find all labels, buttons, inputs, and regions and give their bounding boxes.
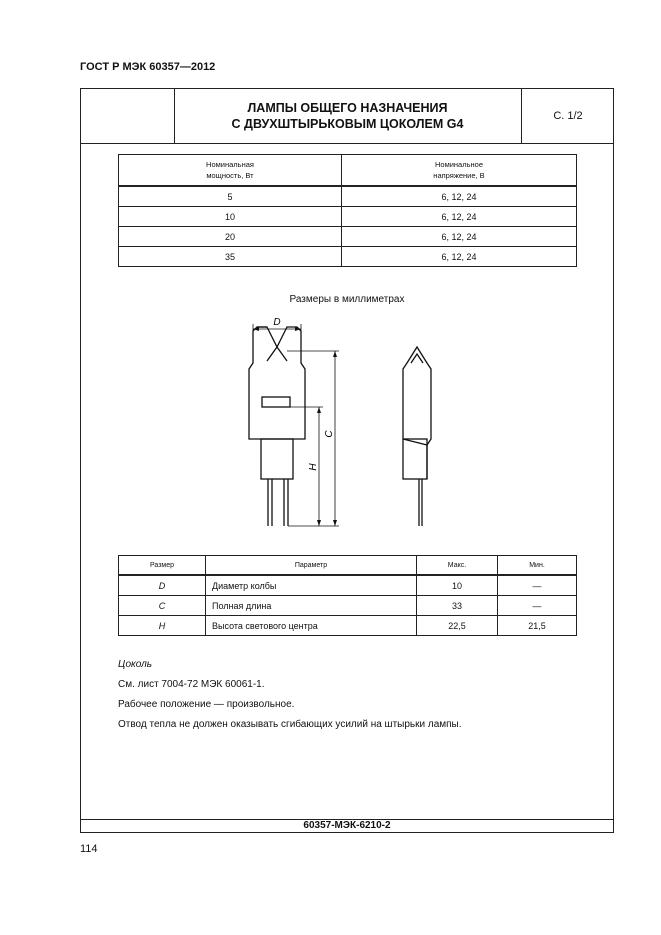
sheet-number: С. 1/2 bbox=[521, 89, 614, 143]
label-c: C bbox=[324, 430, 335, 438]
title-line-1: ЛАМПЫ ОБЩЕГО НАЗНАЧЕНИЯ bbox=[247, 101, 448, 115]
size-header: Размер bbox=[119, 556, 206, 576]
max-header: Макс. bbox=[417, 556, 498, 576]
title-line-2: С ДВУХШТЫРЬКОВЫМ ЦОКОЛЕМ G4 bbox=[231, 117, 464, 131]
param-cell: Диаметр колбы bbox=[206, 575, 417, 596]
min-header: Мин. bbox=[498, 556, 577, 576]
size-cell: C bbox=[119, 596, 206, 616]
page-number: 114 bbox=[80, 843, 98, 855]
voltage-cell: 6, 12, 24 bbox=[342, 247, 577, 267]
note-line: Рабочее положение — произвольное. bbox=[118, 699, 295, 710]
power-header-line1: Номинальная bbox=[206, 160, 254, 169]
max-cell: 33 bbox=[417, 596, 498, 616]
max-cell: 10 bbox=[417, 575, 498, 596]
document-code: ГОСТ Р МЭК 60357—2012 bbox=[80, 61, 216, 73]
voltage-header-line2: напряжение, В bbox=[433, 171, 485, 180]
dimensions-table bbox=[118, 555, 577, 636]
label-d: D bbox=[273, 317, 281, 328]
power-cell: 20 bbox=[119, 227, 342, 247]
voltage-cell: 6, 12, 24 bbox=[342, 227, 577, 247]
note-line: См. лист 7004-72 МЭК 60061-1. bbox=[118, 679, 265, 690]
notes-heading: Цоколь bbox=[118, 659, 153, 670]
lamp-base bbox=[261, 439, 293, 479]
label-h: H bbox=[308, 463, 319, 471]
sheet-footer-code: 60357-МЭК-6210-2 bbox=[81, 819, 613, 832]
power-cell: 35 bbox=[119, 247, 342, 267]
note-line: Отвод тепла не должен оказывать сгибающих усилий на штырьки лампы. bbox=[118, 719, 462, 730]
table-row bbox=[119, 575, 577, 596]
max-cell: 22,5 bbox=[417, 616, 498, 636]
lamp-drawing bbox=[81, 89, 613, 539]
size-cell: H bbox=[119, 616, 206, 636]
lamp-front-view bbox=[249, 327, 305, 526]
filament bbox=[262, 397, 290, 407]
table-row bbox=[119, 596, 577, 616]
notes-block bbox=[118, 655, 462, 735]
power-header-line2: мощность, Вт bbox=[206, 171, 254, 180]
min-cell: — bbox=[498, 575, 577, 596]
power-cell: 5 bbox=[119, 186, 342, 207]
min-cell: — bbox=[498, 596, 577, 616]
drawing-caption: Размеры в миллиметрах bbox=[289, 294, 405, 305]
param-header: Параметр bbox=[206, 556, 417, 576]
table-row bbox=[119, 616, 577, 636]
lamp-side-view bbox=[403, 347, 431, 526]
size-cell: D bbox=[119, 575, 206, 596]
voltage-cell: 6, 12, 24 bbox=[342, 186, 577, 207]
param-cell: Полная длина bbox=[206, 596, 417, 616]
standard-sheet-frame bbox=[80, 88, 614, 833]
param-cell: Высота светового центра bbox=[206, 616, 417, 636]
voltage-header-line1: Номинальное bbox=[434, 160, 483, 169]
power-cell: 10 bbox=[119, 207, 342, 227]
voltage-cell: 6, 12, 24 bbox=[342, 207, 577, 227]
min-cell: 21,5 bbox=[498, 616, 577, 636]
